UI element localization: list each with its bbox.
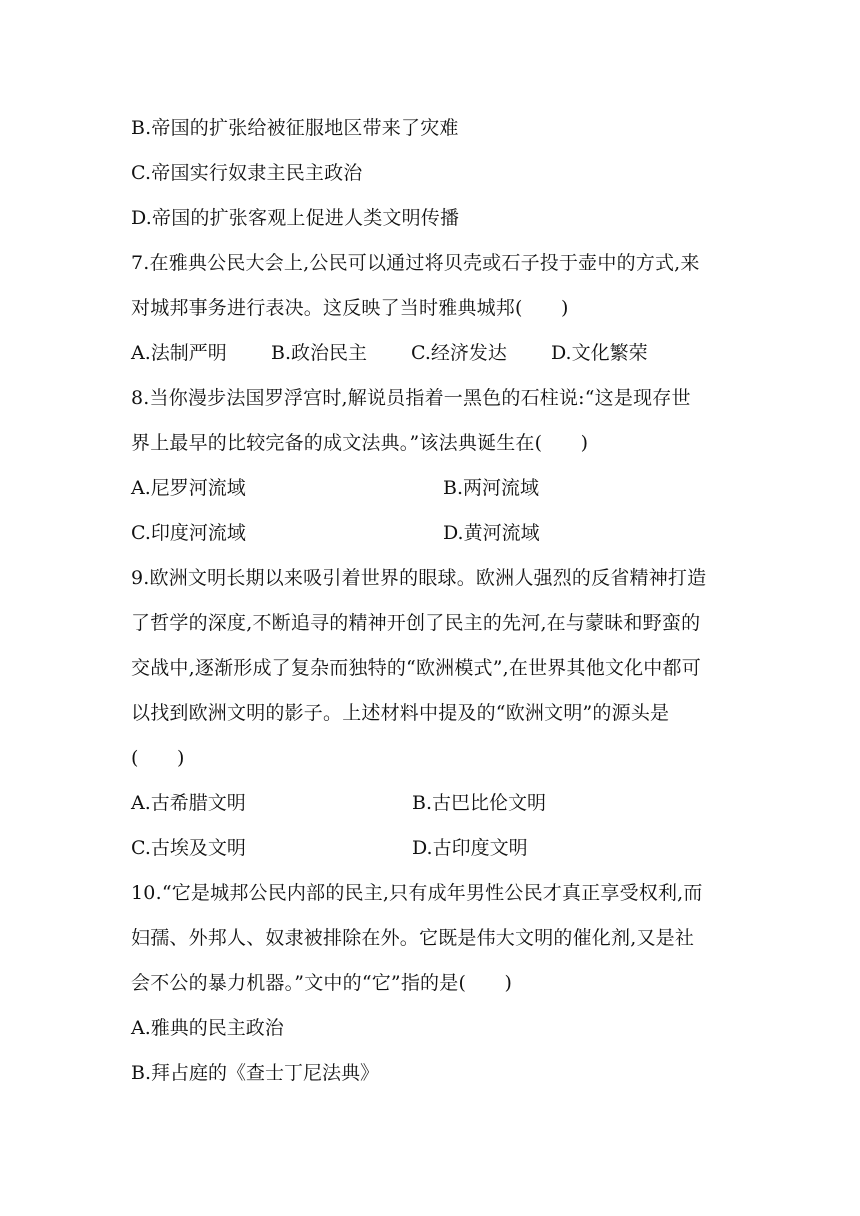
q7-stem-line-1: 7.在雅典公民大会上,公民可以通过将贝壳或石子投于壶中的方式,来 bbox=[131, 252, 700, 274]
q7-option-b: B.政治民主 bbox=[271, 342, 368, 364]
q9-stem-line-1: 9.欧洲文明长期以来吸引着世界的眼球。欧洲人强烈的反省精神打造 bbox=[131, 567, 707, 589]
q9-stem-line-2: 了哲学的深度,不断追寻的精神开创了民主的先河,在与蒙昧和野蛮的 bbox=[131, 612, 701, 634]
q8-option-c: C.印度河流域 bbox=[131, 522, 246, 544]
q8-option-d: D.黄河流域 bbox=[443, 522, 540, 544]
q6-option-b: B.帝国的扩张给被征服地区带来了灾难 bbox=[131, 117, 459, 139]
q9-option-b: B.古巴比伦文明 bbox=[412, 792, 547, 814]
q9-stem-line-3: 交战中,逐渐形成了复杂而独特的“欧洲模式”,在世界其他文化中都可 bbox=[131, 657, 701, 679]
q9-option-c: C.古埃及文明 bbox=[131, 837, 246, 859]
q10-option-a: A.雅典的民主政治 bbox=[131, 1017, 284, 1039]
q7-stem-line-2: 对城邦事务进行表决。这反映了当时雅典城邦( ) bbox=[131, 297, 569, 319]
q8-option-a: A.尼罗河流域 bbox=[131, 477, 246, 499]
q6-option-c: C.帝国实行奴隶主民主政治 bbox=[131, 162, 363, 184]
q9-stem-line-4: 以找到欧洲文明的影子。上述材料中提及的“欧洲文明”的源头是 bbox=[131, 702, 670, 724]
q8-option-b: B.两河流域 bbox=[443, 477, 540, 499]
q10-option-b: B.拜占庭的《查士丁尼法典》 bbox=[131, 1062, 380, 1084]
q10-stem-line-3: 会不公的暴力机器。”文中的“它”指的是( ) bbox=[131, 972, 513, 994]
q9-stem-line-5: ( ) bbox=[131, 747, 185, 769]
q7-option-a: A.法制严明 bbox=[131, 342, 227, 364]
q10-stem-line-1: 10.“它是城邦公民内部的民主,只有成年男性公民才真正享受权利,而 bbox=[131, 882, 703, 904]
q6-option-d: D.帝国的扩张客观上促进人类文明传播 bbox=[131, 207, 460, 229]
q9-option-a: A.古希腊文明 bbox=[131, 792, 246, 814]
q7-option-c: C.经济发达 bbox=[411, 342, 507, 364]
q8-stem-line-1: 8.当你漫步法国罗浮宫时,解说员指着一黑色的石柱说:“这是现存世 bbox=[131, 387, 691, 409]
q9-option-d: D.古印度文明 bbox=[412, 837, 528, 859]
q7-option-d: D.文化繁荣 bbox=[551, 342, 648, 364]
q8-stem-line-2: 界上最早的比较完备的成文法典。”该法典诞生在( ) bbox=[131, 432, 589, 454]
q10-stem-line-2: 妇孺、外邦人、奴隶被排除在外。它既是伟大文明的催化剂,又是社 bbox=[131, 927, 695, 949]
